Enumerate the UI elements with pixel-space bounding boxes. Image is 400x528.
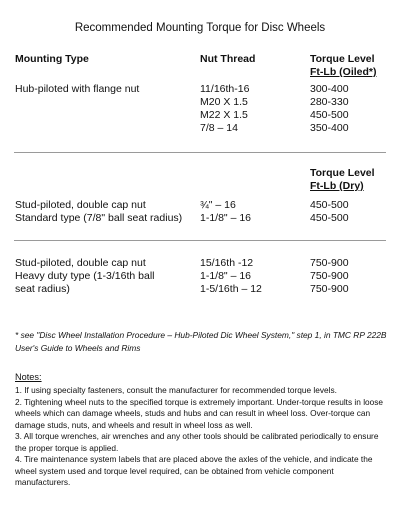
section1-torque: 280-330 <box>310 96 349 108</box>
section1-threads <box>200 83 249 135</box>
section3-torques <box>310 257 349 296</box>
section2-torques <box>310 199 349 225</box>
section3-torque: 750-900 <box>310 257 349 269</box>
section1-torque: 350-400 <box>310 122 349 134</box>
note-item: 3. All torque wrenches, air wrenches and any other tools should be calibrated periodically to ensure the proper torque is applied. <box>15 431 379 453</box>
section2-thread: ¾" – 16 <box>200 199 236 211</box>
section1-thread: 7/8 – 14 <box>200 122 238 134</box>
note-item: 2. Tightening wheel nuts to the specified torque is extremely important. Under-torque results in loose wheels which can damage wheels, studs and hubs and can result in wheel loss. Over-torque can damage studs, nuts, and wheels and result in wheel loss as well. <box>15 396 384 430</box>
header-nut-thread: Nut Thread <box>200 53 256 65</box>
section2-torque: 450-500 <box>310 199 349 211</box>
header-torque-dry-unit: Ft-Lb (Dry) <box>310 180 364 192</box>
note-item: 1. If using specialty fasteners, consult the manufacturer for recommended torque levels. <box>15 385 337 395</box>
section1-mounting <box>15 83 139 96</box>
footnote: * see "Disc Wheel Installation Procedure – Hub-Piloted Dic Wheel System," step 1, in TMC RP 222B User's Guide to Wheels and Rims <box>15 330 387 353</box>
header-mounting-type: Mounting Type <box>15 53 89 65</box>
section3-thread: 15/16th -12 <box>200 257 254 269</box>
header-torque-oiled-unit: Ft-Lb (Oiled*) <box>310 66 377 78</box>
section3-mounting-line: seat radius) <box>15 283 70 295</box>
section1-thread: M20 X 1.5 <box>200 96 248 108</box>
section3-threads <box>200 257 262 296</box>
divider <box>14 152 386 153</box>
section3-torque: 750-900 <box>310 283 349 295</box>
note-item: 4. Tire maintenance system labels that are placed above the axles of the vehicle, and indicate the wheel system used and torque level required, can be obtained from vehicle component manufacturers. <box>15 454 373 487</box>
section2-mounting-line: Stud-piloted, double cap nut <box>15 199 146 211</box>
section2-threads <box>200 199 251 225</box>
section2-torque: 450-500 <box>310 212 349 224</box>
section3-mounting-line: Heavy duty type (1-3/16th ball <box>15 270 155 282</box>
divider <box>14 240 386 241</box>
section3-torque: 750-900 <box>310 270 349 282</box>
header-torque-level: Torque Level <box>310 53 375 65</box>
notes-list <box>15 385 390 489</box>
section1-thread: M22 X 1.5 <box>200 109 248 121</box>
section1-torque: 450-500 <box>310 109 349 121</box>
section3-thread: 1-5/16th – 12 <box>200 283 262 295</box>
section3-mounting <box>15 257 155 296</box>
section2-mounting <box>15 199 182 225</box>
section3-thread: 1-1/8" – 16 <box>200 270 252 282</box>
section2-mounting-line: Standard type (7/8" ball seat radius) <box>15 212 183 224</box>
page-title: Recommended Mounting Torque for Disc Wheels <box>74 22 326 34</box>
section3-mounting-line: Stud-piloted, double cap nut <box>15 257 146 269</box>
section1-thread: 11/16th-16 <box>200 83 250 95</box>
header-torque-level-dry: Torque Level <box>310 167 375 179</box>
notes-title: Notes: <box>15 372 42 382</box>
section2-thread: 1-1/8" – 16 <box>200 212 252 224</box>
section1-torque: 300-400 <box>310 83 349 95</box>
section1-mounting-line: Hub-piloted with flange nut <box>15 83 140 95</box>
section1-torques <box>310 83 349 135</box>
